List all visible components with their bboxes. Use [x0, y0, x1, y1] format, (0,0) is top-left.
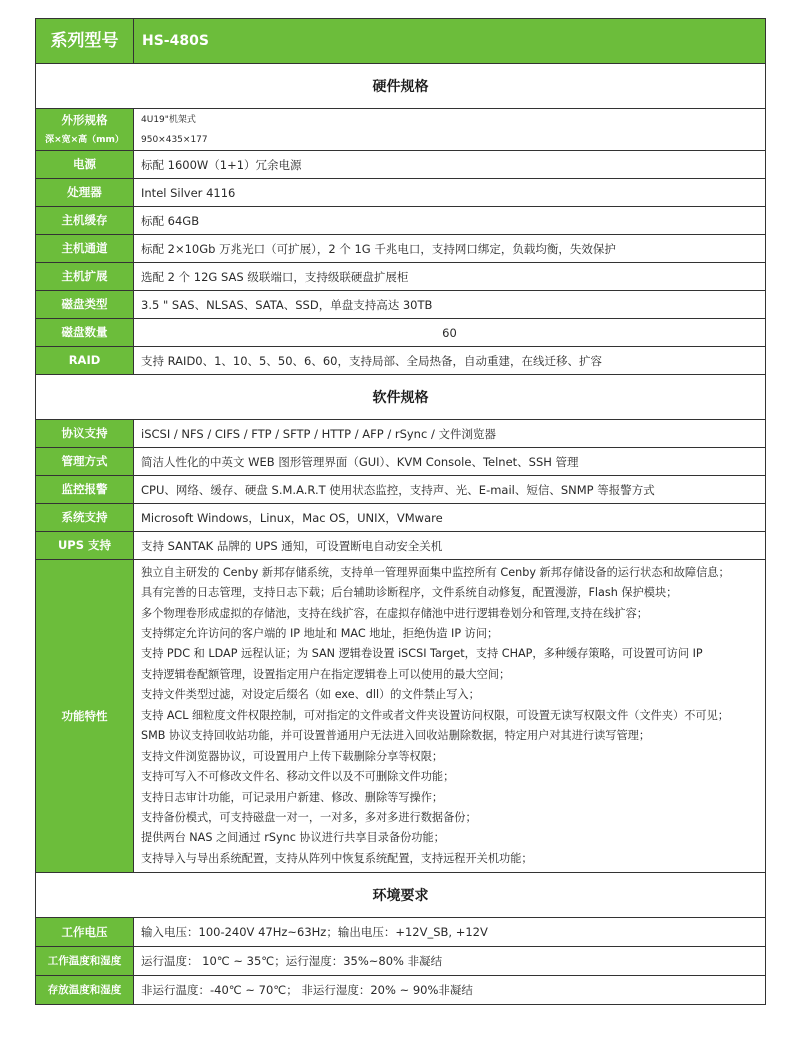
feature-line: 具有完善的日志管理，支持日志下载；后台辅助诊断程序，文件系统自动修复，配置漫游，Flash 保护模块；: [141, 586, 678, 600]
hw-value-host-channel: 标配 2×10Gb 万兆光口（可扩展），2 个 1G 千兆电口，支持网口绑定，负载均衡，失效保护: [134, 235, 766, 263]
software-section-row: [36, 375, 766, 420]
dims-label: 外形规格: [61, 112, 108, 127]
hw-value-disk-type: 3.5 " SAS、NLSAS、SATA、SSD，单盘支持高达 30TB: [134, 291, 766, 319]
feature-line: 支持文件类型过滤，对设定后缀名（如 exe、dll）的文件禁止写入；: [141, 688, 480, 702]
feature-line: 支持绑定允许访问的客户端的 IP 地址和 MAC 地址，拒绝伪造 IP 访问；: [141, 627, 499, 641]
feature-line: 支持日志审计功能，可记录用户新建、修改、删除等写操作；: [141, 790, 444, 804]
env-row-operating: [36, 947, 766, 976]
feature-line: 独立自主研发的 Cenby 新邦存储系统，支持单一管理界面集中监控所有 Cenby 新邦存储设备的运行状态和故障信息；: [141, 565, 730, 579]
sw-value-monitoring: CPU、网络、缓存、硬盘 S.M.A.R.T 使用状态监控，支持声、光、E-mail、短信、SNMP 等报警方式: [134, 476, 766, 504]
dims-form: 4U19"机架式: [141, 114, 196, 125]
sw-row-protocols: [36, 420, 766, 448]
hw-value-raid: 支持 RAID0、1、10、5、50、6、60，支持局部、全局热备，自动重建，在线迁移、扩容: [134, 347, 766, 375]
features-row: [36, 560, 766, 873]
feature-line: 支持 PDC 和 LDAP 远程认证；为 SAN 逻辑卷设置 iSCSI Target，支持 CHAP，多种缓存策略，可设置可访问 IP: [141, 647, 703, 661]
spec-table: [35, 18, 766, 1005]
sw-label-management: 管理方式: [36, 448, 134, 476]
env-label-voltage: 工作电压: [36, 918, 134, 947]
hw-value-power: 标配 1600W（1+1）冗余电源: [134, 151, 766, 179]
hardware-section-title: 硬件规格: [36, 64, 766, 109]
env-row-voltage: [36, 918, 766, 947]
hw-label-cache: 主机缓存: [36, 207, 134, 235]
hw-value-disk-count: 60: [134, 319, 766, 347]
sw-value-protocols: iSCSI / NFS / CIFS / FTP / SFTP / HTTP / AFP / rSync / 文件浏览器: [134, 420, 766, 448]
software-section-title: 软件规格: [36, 375, 766, 420]
sw-row-monitoring: [36, 476, 766, 504]
sw-value-ups: 支持 SANTAK 品牌的 UPS 通知，可设置断电自动安全关机: [134, 532, 766, 560]
sw-row-management: [36, 448, 766, 476]
hw-value-cache: 标配 64GB: [134, 207, 766, 235]
feature-line: 多个物理卷形成虚拟的存储池，支持在线扩容，在虚拟存储池中进行逻辑卷划分和管理,支持在线扩容；: [141, 606, 648, 620]
hw-value-cpu: Intel Silver 4116: [134, 179, 766, 207]
feature-line: 支持文件浏览器协议，可设置用户上传下载删除分享等权限；: [141, 749, 444, 763]
feature-line: 支持逻辑卷配额管理，设置指定用户在指定逻辑卷上可以使用的最大空间；: [141, 667, 511, 681]
feature-line: SMB 协议支持回收站功能，并可设置普通用户无法进入回收站删除数据，特定用户对其进行读写管理；: [141, 729, 651, 743]
sw-value-management: 简洁人性化的中英文 WEB 图形管理界面（GUI）、KVM Console、Telnet、SSH 管理: [134, 448, 766, 476]
hw-row-raid: [36, 347, 766, 375]
features-list: [134, 560, 766, 873]
sw-row-os: [36, 504, 766, 532]
model-row: [36, 19, 766, 64]
hw-row-expansion: [36, 263, 766, 291]
env-label-storage: 存放温度和湿度: [36, 976, 134, 1005]
hw-row-cpu: [36, 179, 766, 207]
env-value-storage: 非运行温度：-40℃ ~ 70℃； 非运行湿度：20% ~ 90%非凝结: [134, 976, 766, 1005]
feature-line: 提供两台 NAS 之间通过 rSync 协议进行共享目录备份功能；: [141, 831, 445, 845]
sw-label-monitoring: 监控报警: [36, 476, 134, 504]
model-value: HS-480S: [134, 19, 766, 64]
sw-label-ups: UPS 支持: [36, 532, 134, 560]
model-label: 系列型号: [36, 19, 134, 64]
hw-label-host-channel: 主机通道: [36, 235, 134, 263]
hw-value-expansion: 选配 2 个 12G SAS 级联端口，支持级联硬盘扩展柜: [134, 263, 766, 291]
env-value-operating: 运行温度： 10℃ ~ 35℃；运行湿度：35%~80% 非凝结: [134, 947, 766, 976]
hw-row-disk-count: [36, 319, 766, 347]
environment-section-title: 环境要求: [36, 873, 766, 918]
environment-section-row: [36, 873, 766, 918]
sw-label-os: 系统支持: [36, 504, 134, 532]
dims-value-cell: [134, 109, 766, 151]
env-value-voltage: 输入电压：100-240V 47Hz~63Hz；输出电压：+12V_SB, +12V: [134, 918, 766, 947]
env-label-operating: 工作温度和湿度: [36, 947, 134, 976]
hw-label-disk-type: 磁盘类型: [36, 291, 134, 319]
hw-row-host-channel: [36, 235, 766, 263]
env-row-storage: [36, 976, 766, 1005]
hw-label-raid: RAID: [36, 347, 134, 375]
dims-label-cell: [36, 109, 134, 151]
feature-line: 支持 ACL 细粒度文件权限控制，可对指定的文件或者文件夹设置访问权限，可设置无读写权限文件（文件夹）不可见；: [141, 708, 729, 722]
feature-line: 支持备份模式，可支持磁盘一对一，一对多，多对多进行数据备份；: [141, 810, 477, 824]
features-label: 功能特性: [36, 560, 134, 873]
sw-row-ups: [36, 532, 766, 560]
spec-sheet: [35, 18, 766, 1005]
sw-label-protocols: 协议支持: [36, 420, 134, 448]
hw-label-cpu: 处理器: [36, 179, 134, 207]
feature-line: 支持导入与导出系统配置，支持从阵列中恢复系统配置，支持远程开关机功能；: [141, 851, 533, 865]
hw-row-cache: [36, 207, 766, 235]
hw-label-expansion: 主机扩展: [36, 263, 134, 291]
dims-row: [36, 109, 766, 151]
hw-row-disk-type: [36, 291, 766, 319]
dims-size: 950×435×177: [141, 134, 208, 145]
sw-value-os: Microsoft Windows，Linux，Mac OS，UNIX，VMware: [134, 504, 766, 532]
dims-sublabel: 深×宽×高（mm）: [45, 134, 124, 145]
hw-row-power: [36, 151, 766, 179]
hw-label-power: 电源: [36, 151, 134, 179]
hw-label-disk-count: 磁盘数量: [36, 319, 134, 347]
hardware-section-row: [36, 64, 766, 109]
feature-line: 支持可写入不可修改文件名、移动文件以及不可删除文件功能；: [141, 770, 455, 784]
